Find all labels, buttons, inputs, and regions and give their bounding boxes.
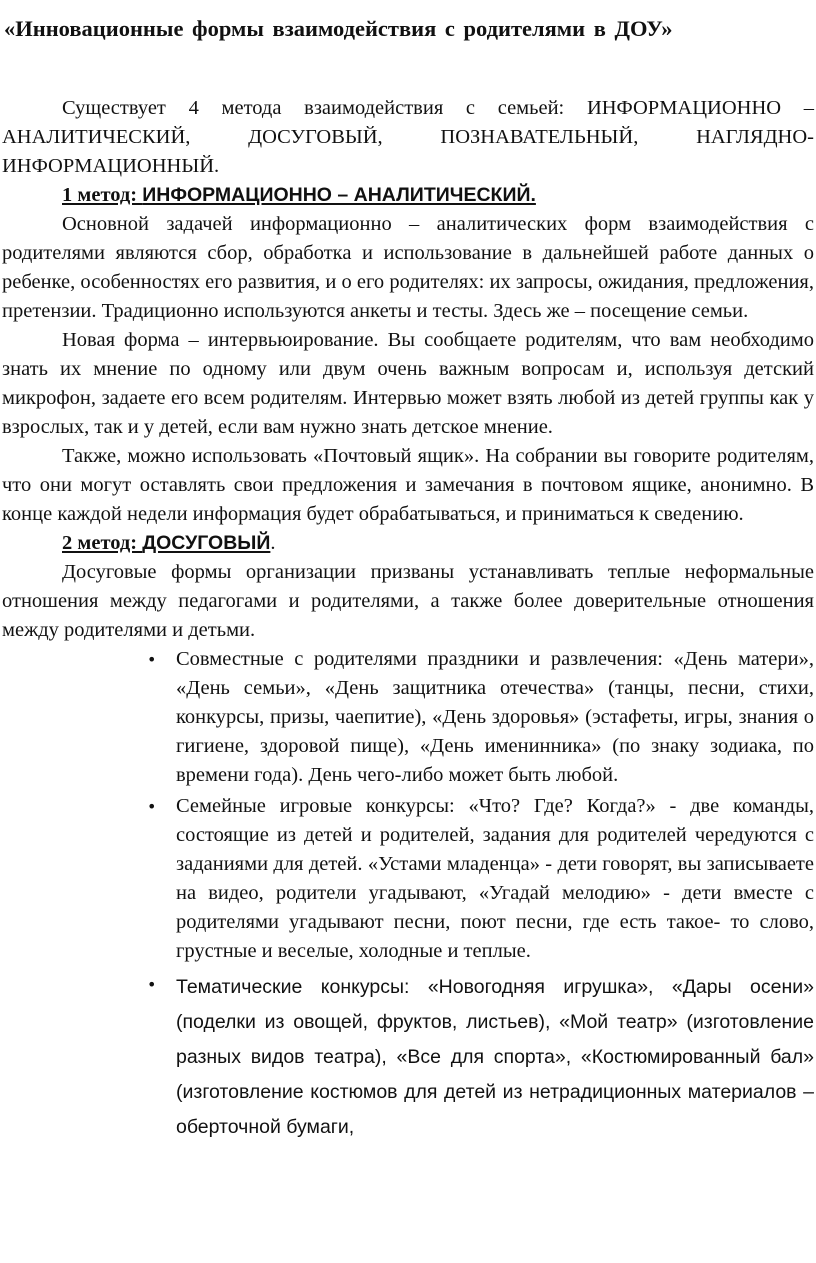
method-1-heading (62, 181, 814, 210)
method-2-paragraph: Досуговые формы организации призваны устанавливать теплые неформальные отношения между педагогами и родителями, а также более доверительные отношения между родителями и детьми. (2, 561, 814, 641)
method-1-paragraph-3: Также, можно использовать «Почтовый ящик». На собрании вы говорите родителям, что они могут оставлять свои предложения и замечания в почтовом ящике, анонимно. В конце каждой недели информация будет обрабатываться, и приниматься к сведению. (2, 445, 814, 525)
method-1-prefix: 1 метод: (62, 184, 143, 206)
method-2-heading (62, 529, 814, 558)
bullet-icon: • (147, 797, 157, 816)
bullet-icon: • (147, 975, 157, 994)
list-item (147, 792, 814, 966)
method-2-bullet-list (2, 645, 814, 1145)
method-1-paragraph-2: Новая форма – интервьюирование. Вы сообщаете родителям, что вам необходимо знать их мнение по одному или двум очень важным вопросам и, используя детский микрофон, задаете его всем родителям. Интервью может взять любой из детей группы как у взрослых, так и у детей, если вам нужно знать детское мнение. (2, 329, 814, 438)
method-2-name: ДОСУГОВЫЙ (142, 532, 271, 554)
method-2-suffix: . (270, 532, 276, 554)
method-2-prefix: 2 метод: (62, 532, 143, 554)
document-title: «Инновационные формы взаимодействия с родителями в ДОУ» (4, 16, 673, 41)
bullet-icon: • (147, 650, 157, 669)
spacer (2, 44, 814, 94)
intro-paragraph: Существует 4 метода взаимодействия с семьей: ИНФОРМАЦИОННО – АНАЛИТИЧЕСКИЙ, ДОСУГОВЫЙ, ПОЗНАВАТЕЛЬНЫЙ, НАГЛЯДНО-ИНФОРМАЦИОННЫЙ. (2, 97, 814, 177)
method-1-name: ИНФОРМАЦИОННО – АНАЛИТИЧЕСКИЙ. (142, 184, 536, 206)
list-item-text: Тематические конкурсы: «Новогодняя игрушка», «Дары осени» (поделки из овощей, фруктов, листьев), «Мой театр» (изготовление разных видов театра), «Все для спорта», «Костюмированный бал» (изготовление костюмов для детей из нетрадиционных материалов – оберточной бумаги, (176, 976, 814, 1138)
list-item (147, 645, 814, 790)
list-item-text: Семейные игровые конкурсы: «Что? Где? Когда?» - две команды, состоящие из детей и родителей, задания для родителей чередуются с заданиями для детей. «Устами младенца» - дети говорят, вы записываете на видео, родители угадывают, «Угадай мелодию» - дети вместе с родителями угадывают песни, поют песни, где есть такое- то слово, грустные и веселые, холодные и теплые. (176, 795, 814, 962)
list-item-text: Совместные с родителями праздники и развлечения: «День матери», «День семьи», «День защитника отечества» (танцы, песни, стихи, конкурсы, призы, чаепитие), «День здоровья» (эстафеты, игры, знания о гигиене, здоровой пище), «День именинника» (по знаку зодиака, по времени года). День чего-либо может быть любой. (176, 648, 814, 786)
list-item (147, 970, 814, 1145)
method-1-paragraph-1: Основной задачей информационно – аналитических форм взаимодействия с родителями являются сбор, обработка и использование в дальнейшей работе данных о ребенке, особенностях его развития, и о его родителях: их запросы, ожидания, предложения, претензии. Традиционно используются анкеты и тесты. Здесь же – посещение семьи. (2, 213, 814, 322)
